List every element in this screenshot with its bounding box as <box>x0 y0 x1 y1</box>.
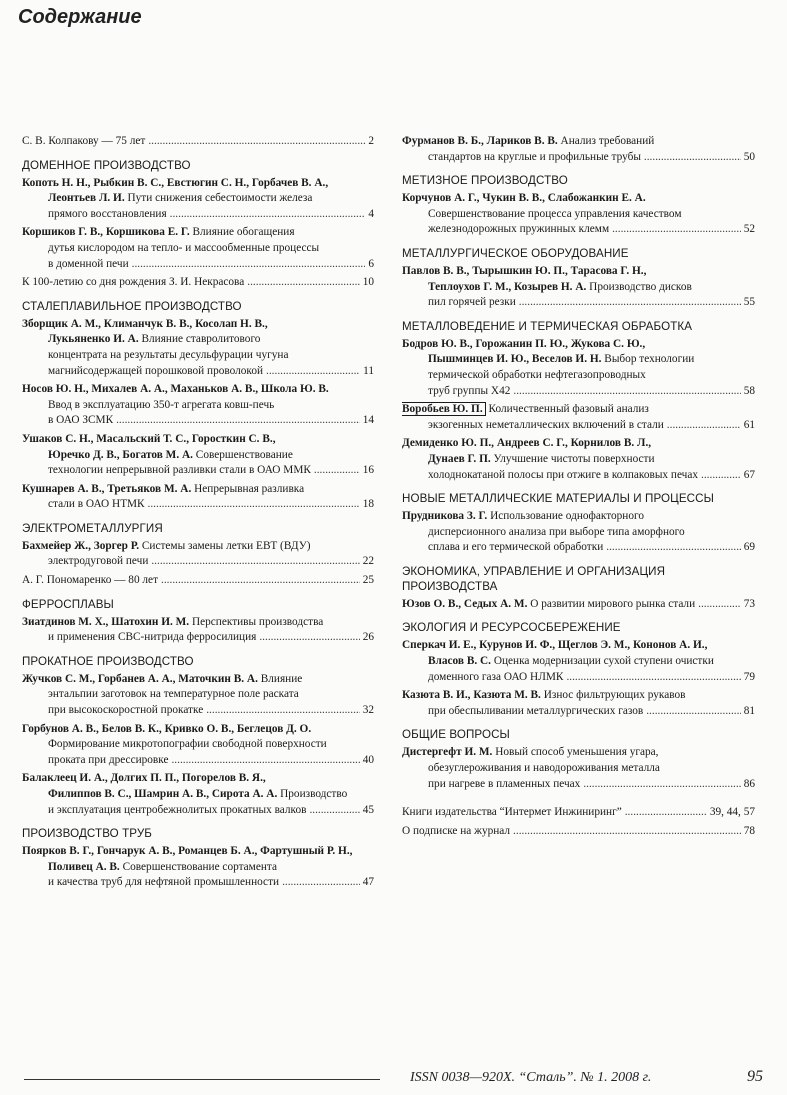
entry-title: магнийсодержащей порошковой проволокой <box>48 364 264 377</box>
entry-line <box>22 539 374 555</box>
entry-line <box>22 803 374 819</box>
entry-authors: Бахмейер Ж., Зоргер Р. <box>22 539 140 552</box>
entry-authors: Дистергефт И. М. <box>402 746 493 759</box>
entry-title: и качества труб для нефтяной промышленности <box>48 876 280 889</box>
toc-entry <box>22 615 374 646</box>
section-heading <box>402 620 755 635</box>
toc-entry <box>22 539 374 570</box>
entry-page: 73 <box>743 597 755 610</box>
entry-page: 11 <box>363 364 374 377</box>
leader-dots <box>667 418 741 434</box>
entry-line <box>402 150 755 166</box>
entry-line <box>402 654 755 670</box>
entry-authors: Воробьев Ю. П. <box>402 402 486 416</box>
entry-line <box>22 176 374 192</box>
entry-line <box>22 241 374 257</box>
entry-line <box>402 540 755 556</box>
entry-title: Формирование микротопографии свободной поверхности <box>48 738 327 751</box>
entry-title-wrap <box>402 597 695 613</box>
toc-entry <box>22 672 374 719</box>
entry-title: проката при дрессировке <box>48 753 169 766</box>
entry-page: 81 <box>743 704 755 717</box>
toc-right-column <box>402 134 755 842</box>
entry-line <box>22 844 374 860</box>
entry-line <box>22 257 374 273</box>
entry-page: 55 <box>743 296 755 309</box>
entry-page: 6 <box>368 257 374 270</box>
entry-line <box>402 704 755 720</box>
entry-title: прямого восстановления <box>48 207 167 220</box>
entry-authors: Прудникова З. Г. <box>402 510 488 523</box>
entry-authors: Бодров Ю. В., Горожанин П. Ю., Жукова С. Ю., <box>402 337 646 350</box>
entry-authors: Копоть Н. Н., Рыбкин В. С., Евстюгин С. Н., Горбачев В. А., <box>22 176 329 189</box>
entry-title: при высокоскоростной прокатке <box>48 704 204 717</box>
entry-title: доменного газа ОАО НЛМК <box>428 670 564 683</box>
section-heading-text: ЭКОНОМИКА, УПРАВЛЕНИЕ И ОРГАНИЗАЦИЯ <box>402 564 666 578</box>
entry-authors: Балаклеец И. А., Долгих П. П., Погорелов В. Я., <box>22 772 266 785</box>
leader-dots <box>247 275 359 291</box>
leader-dots <box>612 222 741 238</box>
entry-line <box>402 468 755 484</box>
entry-title: и эксплуатация центробежнолитых прокатных валков <box>48 803 307 816</box>
entry-title: Непрерывная разливка <box>194 482 305 495</box>
entry-authors: Горбунов А. В., Белов В. К., Кривко О. В., Беглецов Д. О. <box>22 722 312 735</box>
entry-title: Количественный фазовый анализ <box>488 403 649 416</box>
leader-dots <box>309 803 359 819</box>
entry-page: 61 <box>743 418 755 431</box>
entry-line <box>22 382 374 398</box>
leader-dots <box>132 257 366 273</box>
entry-authors: Корчунов А. Г., Чукин В. В., Слабожанкин Е. А. <box>402 192 646 205</box>
entry-title: Влияние <box>260 672 303 685</box>
entry-line <box>22 630 374 646</box>
entry-title: в ОАО ЗСМК <box>48 414 114 427</box>
entry-line <box>402 452 755 468</box>
section-heading-text: ПРОИЗВОДСТВО ТРУБ <box>22 827 153 841</box>
entry-authors: Власов В. С. <box>428 655 491 668</box>
leader-dots <box>606 540 740 556</box>
toc-entry <box>22 225 374 272</box>
leader-dots <box>148 497 360 513</box>
toc-entry <box>402 509 755 556</box>
toc-entry <box>402 638 755 685</box>
leader-dots <box>513 824 741 840</box>
entry-title: Анализ требований <box>560 135 655 147</box>
entry-title: Книги издательства “Интермет Инжиниринг” <box>402 806 622 819</box>
entry-line <box>22 364 374 380</box>
entry-title: Системы замены летки ЕВТ (ВДУ) <box>141 539 311 552</box>
entry-title: дисперсионного анализа при выборе типа аморфного <box>428 525 685 538</box>
leader-dots <box>282 875 360 891</box>
entry-line <box>22 348 374 364</box>
leader-dots <box>566 670 740 686</box>
entry-title: в доменной печи <box>48 257 129 270</box>
entry-page: 86 <box>743 777 755 790</box>
entry-line <box>22 497 374 513</box>
entry-title: энтальпии заготовок на температурное поле раската <box>48 688 299 701</box>
toc-entry <box>22 482 374 513</box>
entry-page: 45 <box>362 803 374 816</box>
leader-dots <box>314 463 360 479</box>
entry-line <box>22 448 374 464</box>
toc-entry <box>22 844 374 891</box>
entry-line <box>22 207 374 223</box>
section-heading-text: ОБЩИЕ ВОПРОСЫ <box>402 728 510 742</box>
entry-line <box>22 225 374 241</box>
toc-entry <box>22 432 374 479</box>
section-heading <box>402 173 755 188</box>
section-heading-text: СТАЛЕПЛАВИЛЬНОЕ ПРОИЗВОДСТВО <box>22 299 242 313</box>
toc-entry <box>22 317 374 379</box>
section-heading <box>402 727 755 742</box>
entry-line <box>22 554 374 570</box>
entry-page: 47 <box>362 876 374 889</box>
section-heading <box>22 158 374 173</box>
entry-line <box>402 352 755 368</box>
entry-authors: Дунаев Г. П. <box>428 452 491 465</box>
entry-line <box>402 761 755 777</box>
section-heading <box>402 491 755 506</box>
toc-entry <box>402 337 755 399</box>
leader-dots <box>519 295 741 311</box>
leader-dots <box>513 384 740 400</box>
entry-page: 2 <box>368 135 374 147</box>
entry-title: О подписке на журнал <box>402 824 511 837</box>
page-number: 95 <box>747 1068 763 1085</box>
entry-title: Ввод в эксплуатацию 350-т агрегата ковш-печь <box>48 398 275 411</box>
entry-line <box>22 413 374 429</box>
entry-page: 39, 44, 57 <box>709 806 755 819</box>
section-heading-text: ЭКОЛОГИЯ И РЕСУРСОСБЕРЕЖЕНИЕ <box>402 621 621 635</box>
entry-title: сплава и его термической обработки <box>428 541 604 554</box>
entry-title: Улучшение чистоты поверхности <box>493 452 655 465</box>
entry-page: 52 <box>743 223 755 236</box>
leader-dots <box>259 630 359 646</box>
entry-page: 14 <box>362 414 374 427</box>
entry-line <box>22 191 374 207</box>
entry-title: и применения СВС-нитрида ферросилиция <box>48 631 257 644</box>
entry-title: Совершенствование сортамента <box>122 860 277 873</box>
leader-dots <box>206 703 359 719</box>
entry-line <box>22 771 374 787</box>
entry-authors: Поярков В. Г., Гончарук А. В., Романцев Б. А., Фартушный Р. Н., <box>22 845 353 858</box>
leader-dots <box>644 150 741 166</box>
entry-title: Новый способ уменьшения угара, <box>495 746 659 759</box>
entry-title: Влияние ставролитового <box>141 333 261 346</box>
section-heading-text: ПРОИЗВОДСТВА <box>402 579 498 593</box>
entry-authors: Юзов О. В., Седых А. М. <box>402 597 528 610</box>
entry-line <box>22 332 374 348</box>
toc-entry <box>402 264 755 311</box>
entry-line <box>22 275 374 291</box>
entry-authors: Юречко Д. В., Богатов М. А. <box>48 448 193 461</box>
entry-line <box>402 525 755 541</box>
section-heading-text: ПРОКАТНОЕ ПРОИЗВОДСТВО <box>22 654 194 668</box>
entry-title: термической обработки нефтегазопроводных <box>428 368 646 381</box>
entry-line <box>402 337 755 353</box>
entry-authors: Зиатдинов М. Х., Шатохин И. М. <box>22 615 190 628</box>
entry-page: 50 <box>743 150 755 163</box>
section-heading <box>22 826 374 841</box>
entry-page: 26 <box>362 631 374 644</box>
entry-page: 58 <box>743 384 755 397</box>
toc-left-column <box>22 134 374 894</box>
entry-title: дутья кислородом на тепло- и массообменные процессы <box>48 241 320 254</box>
entry-page: 22 <box>362 555 374 568</box>
entry-title: при нагреве в пламенных печах <box>428 777 581 790</box>
entry-title: А. Г. Пономаренко — 80 лет <box>22 574 159 587</box>
entry-title: Выбор технологии <box>604 353 695 366</box>
toc-entry <box>22 382 374 429</box>
entry-line <box>402 222 755 238</box>
section-heading <box>22 654 374 669</box>
entry-line <box>402 824 755 840</box>
entry-authors: Лукьяненко И. А. <box>48 333 139 346</box>
entry-line <box>22 860 374 876</box>
entry-line <box>402 805 755 821</box>
entry-authors: Пышминцев И. Ю., Веселов И. Н. <box>428 353 602 366</box>
entry-title: К 100-летию со дня рождения З. И. Некрасова <box>22 276 245 289</box>
entry-line <box>402 295 755 311</box>
entry-line <box>22 722 374 738</box>
entry-title: стали в ОАО НТМК <box>48 498 145 511</box>
leader-dots <box>148 134 365 150</box>
entry-line <box>22 703 374 719</box>
entry-page: 10 <box>362 276 374 289</box>
entry-line <box>402 509 755 525</box>
leader-dots <box>266 364 360 380</box>
entry-authors: Ушаков С. Н., Масальский Т. С., Горосткин С. В., <box>22 432 276 445</box>
entry-title: Совершенствование процесса управления качеством <box>428 207 682 220</box>
entry-line <box>402 134 755 150</box>
entry-authors: Кушнарев А. В., Третьяков М. А. <box>22 482 192 495</box>
section-heading <box>22 521 374 536</box>
entry-page: 18 <box>362 498 374 511</box>
toc-entry <box>22 176 374 223</box>
entry-title: Износ фильтрующих рукавов <box>543 689 686 702</box>
entry-authors: Теплоухов Г. М., Козырев Н. А. <box>428 280 587 293</box>
entry-page: 67 <box>743 468 755 481</box>
leader-dots <box>151 554 359 570</box>
entry-authors: Сперкач И. Е., Курунов И. Ф., Щеглов Э. М., Кононов А. И., <box>402 639 708 652</box>
entry-line <box>402 402 755 418</box>
entry-line <box>402 418 755 434</box>
entry-title: Производство дисков <box>589 280 692 293</box>
toc-entry <box>402 191 755 238</box>
entry-authors: Жучков С. М., Горбанев А. А., Маточкин В. А. <box>22 672 258 685</box>
section-heading <box>402 319 755 334</box>
leader-dots <box>116 413 360 429</box>
entry-title: Перспективы производства <box>191 615 324 628</box>
toc-entry <box>22 134 374 150</box>
entry-title: обезуглероживания и наводороживания металла <box>428 762 660 775</box>
section-heading-text: МЕТИЗНОЕ ПРОИЗВОДСТВО <box>402 174 568 188</box>
entry-title: холоднокатаной полосы при отжиге в колпаковых печах <box>428 468 699 481</box>
entry-page: 79 <box>743 670 755 683</box>
entry-line <box>402 368 755 384</box>
section-heading <box>402 564 755 594</box>
entry-line <box>402 264 755 280</box>
toc-entry <box>402 597 755 613</box>
toc-entry <box>22 771 374 818</box>
footer-issn: ISSN 0038—920X. “Сталь”. № 1. 2008 г. <box>410 1070 652 1085</box>
entry-page: 4 <box>368 207 374 220</box>
entry-line <box>22 672 374 688</box>
entry-line <box>22 615 374 631</box>
entry-authors: Павлов В. В., Тырышкин Ю. П., Тарасова Г. Н., <box>402 264 647 277</box>
entry-line <box>402 638 755 654</box>
entry-line <box>22 317 374 333</box>
section-heading-text: НОВЫЕ МЕТАЛЛИЧЕСКИЕ МАТЕРИАЛЫ И ПРОЦЕССЫ <box>402 492 714 506</box>
entry-page: 69 <box>743 541 755 554</box>
toc-entry <box>22 275 374 291</box>
entry-authors: Демиденко Ю. П., Андреев С. Г., Корнилов В. Л., <box>402 437 652 450</box>
toc-entry <box>402 805 755 821</box>
leader-dots <box>701 468 741 484</box>
leader-dots <box>171 753 359 769</box>
entry-title: Влияние обогащения <box>192 226 295 239</box>
toc-entry <box>22 573 374 589</box>
entry-line <box>22 875 374 891</box>
section-heading-text: МЕТАЛЛУРГИЧЕСКОЕ ОБОРУДОВАНИЕ <box>402 246 629 260</box>
footer-rule <box>24 1079 380 1080</box>
entry-line <box>22 463 374 479</box>
leader-dots <box>646 704 740 720</box>
entry-line <box>402 436 755 452</box>
entry-line <box>22 398 374 414</box>
entry-line <box>402 207 755 223</box>
toc-entry <box>22 722 374 769</box>
entry-title: стандартов на круглые и профильные трубы <box>428 150 641 163</box>
entry-authors: Леонтьев Л. И. <box>48 192 125 205</box>
entry-title: Оценка модернизации сухой ступени очистки <box>493 655 714 668</box>
entry-title: при обеспыливании металлургических газов <box>428 704 644 717</box>
toc-entry <box>402 824 755 840</box>
entry-line <box>402 280 755 296</box>
entry-line <box>22 737 374 753</box>
entry-title: Использование однофакторного <box>490 510 644 523</box>
entry-line <box>402 688 755 704</box>
entry-title: Совершенствование <box>195 448 293 461</box>
entry-title: электродуговой печи <box>48 555 149 568</box>
entry-title: Производство <box>280 788 348 800</box>
leader-dots <box>161 573 360 589</box>
entry-page: 78 <box>743 824 755 837</box>
entry-authors: Филиппов В. С., Шамрин А. В., Сирота А. А. <box>48 788 278 800</box>
section-heading-text: МЕТАЛЛОВЕДЕНИЕ И ТЕРМИЧЕСКАЯ ОБРАБОТКА <box>402 319 693 333</box>
entry-line <box>402 597 755 613</box>
section-heading-text: ФЕРРОСПЛАВЫ <box>22 597 114 611</box>
entry-authors: Фурманов В. Б., Лариков В. В. <box>402 135 558 147</box>
entry-title: экзогенных неметаллических включений в стали <box>428 418 664 431</box>
leader-dots <box>698 597 741 613</box>
entry-title: О развитии мирового рынка стали <box>530 597 696 610</box>
entry-title: С. В. Колпакову — 75 лет <box>22 135 146 147</box>
entry-title: труб группы Х42 <box>428 384 511 397</box>
entry-line <box>402 191 755 207</box>
entry-page: 32 <box>362 704 374 717</box>
section-heading <box>22 299 374 314</box>
section-heading <box>22 597 374 612</box>
entry-line <box>402 745 755 761</box>
toc-entry <box>402 745 755 792</box>
page-title: Содержание <box>18 6 142 28</box>
leader-dots <box>170 207 366 223</box>
entry-page: 16 <box>362 464 374 477</box>
entry-line <box>22 687 374 703</box>
entry-line <box>22 573 374 589</box>
entry-line <box>22 432 374 448</box>
toc-entry <box>402 134 755 165</box>
leader-dots <box>583 777 740 793</box>
entry-authors: Зборщик А. М., Климанчук В. В., Косолап Н. В., <box>22 317 268 330</box>
entry-title: пил горячей резки <box>428 296 516 309</box>
entry-title: концентрата на результаты десульфурации чугуна <box>48 348 289 361</box>
entry-title: технологии непрерывной разливки стали в ОАО ММК <box>48 464 311 477</box>
entry-line <box>402 670 755 686</box>
toc-entry <box>402 436 755 483</box>
spacer <box>402 795 755 805</box>
entry-authors: Носов Ю. Н., Михалев А. А., Маханьков А. В., Школа Ю. В. <box>22 383 329 396</box>
entry-page: 40 <box>362 753 374 766</box>
toc-entry <box>402 688 755 719</box>
entry-title: Пути снижения себестоимости железа <box>127 192 313 205</box>
entry-title: железнодорожных пружинных клемм <box>428 223 610 236</box>
entry-line <box>22 787 374 803</box>
entry-authors: Коршиков Г. В., Коршикова Е. Г. <box>22 226 190 239</box>
entry-line <box>402 777 755 793</box>
entry-authors: Казюта В. И., Казюта М. В. <box>402 689 541 702</box>
entry-line <box>402 384 755 400</box>
entry-line <box>22 753 374 769</box>
entry-line <box>22 134 374 150</box>
toc-entry <box>402 402 755 433</box>
entry-authors: Поливец А. В. <box>48 860 120 873</box>
section-heading-text: ЭЛЕКТРОМЕТАЛЛУРГИЯ <box>22 521 163 535</box>
entry-page: 25 <box>362 574 374 587</box>
section-heading <box>402 246 755 261</box>
leader-dots <box>625 805 707 821</box>
entry-line <box>22 482 374 498</box>
section-heading-text: ДОМЕННОЕ ПРОИЗВОДСТВО <box>22 158 191 172</box>
